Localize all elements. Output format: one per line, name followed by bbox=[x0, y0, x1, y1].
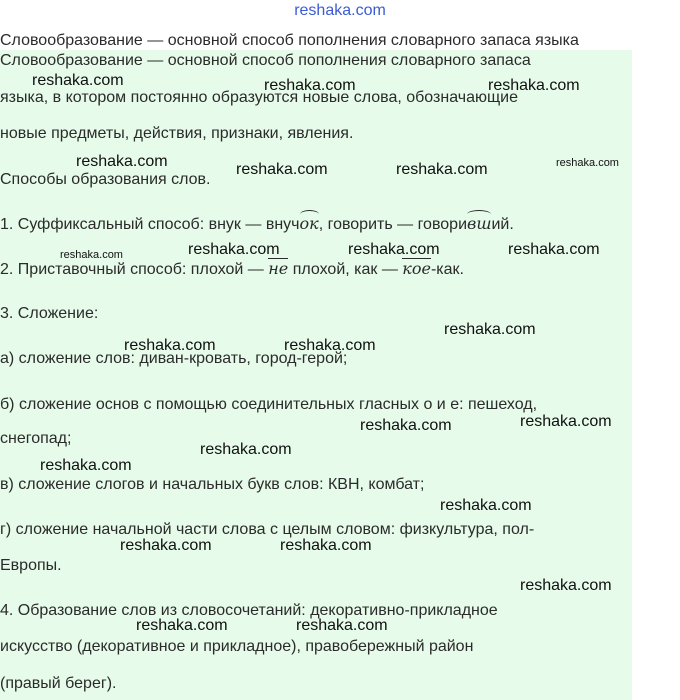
watermark: reshaka.com bbox=[188, 241, 280, 258]
item4-line2: искусство (декоративное и прикладное), правобережный район bbox=[0, 638, 474, 655]
watermark: reshaka.com bbox=[360, 417, 452, 434]
item2-prefix-ne: не bbox=[268, 259, 289, 278]
watermark: reshaka.com bbox=[284, 337, 376, 354]
item2 bbox=[0, 259, 464, 279]
page-heading: Словообразование — основной способ пополнения словарного запаса языка bbox=[0, 32, 579, 49]
item2-prefix: 2. Приставочный способ: плохой — bbox=[0, 261, 269, 278]
watermark: reshaka.com bbox=[200, 441, 292, 458]
watermark: reshaka.com bbox=[76, 153, 168, 170]
para1-line3: новые предметы, действия, признаки, явления. bbox=[0, 125, 354, 142]
watermark: reshaka.com bbox=[264, 77, 356, 94]
watermark: reshaka.com bbox=[280, 537, 372, 554]
site-link[interactable]: reshaka.com bbox=[294, 2, 386, 19]
item3b-line2: снегопад; bbox=[0, 430, 72, 447]
watermark: reshaka.com bbox=[296, 617, 388, 634]
watermark: reshaka.com bbox=[444, 321, 536, 338]
watermark: reshaka.com bbox=[32, 72, 124, 89]
item1-prefix: 1. Суффиксальный способ: внук — внуч bbox=[0, 216, 300, 233]
watermark: reshaka.com bbox=[60, 249, 123, 261]
watermark: reshaka.com bbox=[508, 241, 600, 258]
item3d-line2: Европы. bbox=[0, 557, 62, 574]
item1-mid: , говорить — говори bbox=[318, 216, 468, 233]
item3b-line1: б) сложение основ с помощью соединительных гласных о и е: пешеход, bbox=[0, 396, 538, 413]
item2-end: -как. bbox=[430, 261, 464, 278]
item3c: в) сложение слогов и начальных букв слов: КВН, комбат; bbox=[0, 476, 425, 493]
item2-mid: плохой, как — bbox=[288, 261, 403, 278]
item4-line3: (правый берег). bbox=[0, 675, 117, 692]
item2-prefix-koe: кое bbox=[402, 259, 431, 278]
watermark: reshaka.com bbox=[124, 337, 216, 354]
watermark: reshaka.com bbox=[556, 157, 619, 169]
watermark: reshaka.com bbox=[440, 497, 532, 514]
watermark: reshaka.com bbox=[40, 457, 132, 474]
watermark: reshaka.com bbox=[396, 161, 488, 178]
item3-title: 3. Сложение: bbox=[0, 305, 99, 322]
watermark: reshaka.com bbox=[488, 77, 580, 94]
watermark: reshaka.com bbox=[348, 241, 440, 258]
para1-line2: языка, в котором постоянно образуются новые слова, обозначающие bbox=[0, 89, 518, 106]
watermark: reshaka.com bbox=[236, 161, 328, 178]
item1 bbox=[0, 214, 514, 234]
watermark: reshaka.com bbox=[136, 617, 228, 634]
item3d-line1: г) сложение начальной части слова с целым словом: физкультура, пол- bbox=[0, 521, 535, 538]
watermark: reshaka.com bbox=[520, 413, 612, 430]
watermark: reshaka.com bbox=[520, 577, 612, 594]
item1-suffix-ok: ок bbox=[299, 214, 319, 233]
para1-line1: Словообразование — основной способ пополнения словарного запаса bbox=[0, 52, 531, 69]
methods-title: Способы образования слов. bbox=[0, 171, 211, 188]
item3a: а) сложение слов: диван-кровать, город-герой; bbox=[0, 350, 348, 367]
item1-end: ий. bbox=[491, 216, 514, 233]
item1-suffix-vsh: вш bbox=[467, 214, 492, 233]
watermark: reshaka.com bbox=[120, 537, 212, 554]
item4-line1: 4. Образование слов из словосочетаний: декоративно-прикладное bbox=[0, 602, 498, 619]
